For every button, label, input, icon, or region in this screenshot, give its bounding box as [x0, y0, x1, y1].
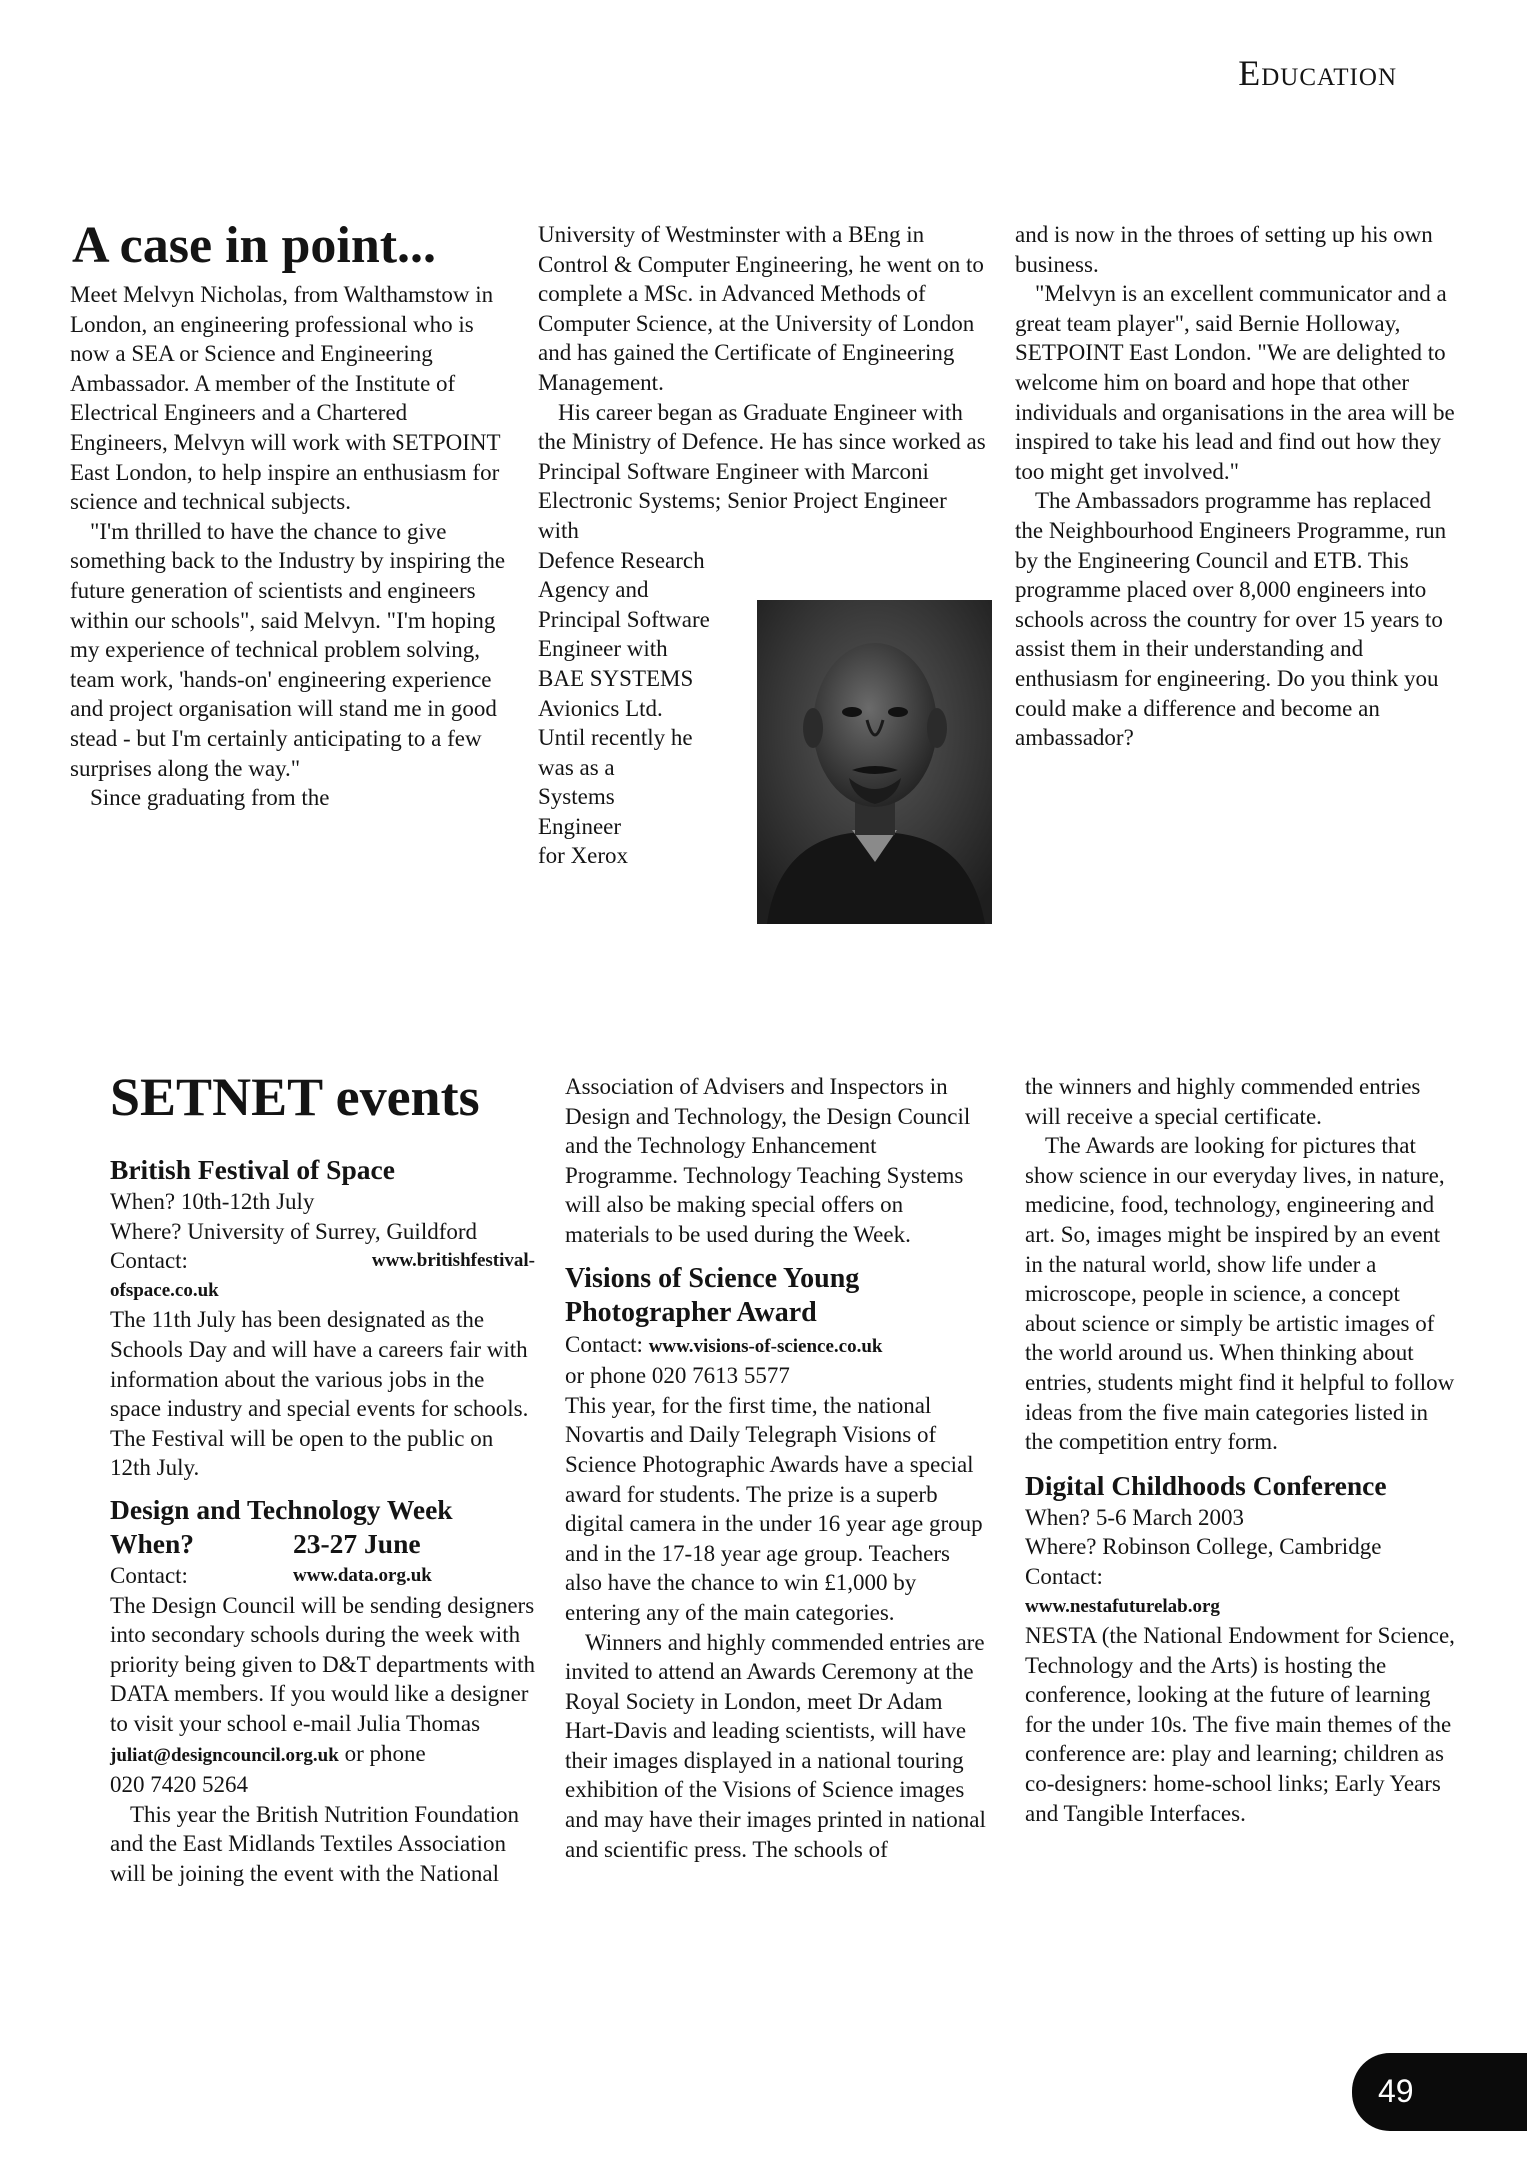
case-wrap-line: was as a [538, 754, 615, 780]
when-label: When? [110, 1527, 195, 1559]
events-column-1 [110, 1153, 535, 1888]
events-column-3 [1025, 1072, 1455, 1828]
events-title: SETNET events [110, 1067, 480, 1127]
case-paragraph: Meet Melvyn Nicholas, from Walthamstow in London, an engineering professional who is now a SEA or Science and Engineering Ambassador. A member of the Institute of Electrical Engineers and a Chartered Engineers, Melvyn will work with SETPOINT East London, to help inspire an enthusiasm for science and technical subjects. [70, 282, 501, 515]
case-paragraph: His career began as Graduate Engineer with the Ministry of Defence. He has since worked as Principal Software Engineer with Marconi Electronic Systems; Senior Project Engineer with [538, 399, 986, 543]
event-body: The Awards are looking for pictures that show science in our everyday lives, in nature, medicine, food, technology, engineering and art. So, images might be inspired by an event in the natural world, show life under a microscope, people in science, a concept about science or simply be artistic images of the world around us. When thinking about entries, students might find it helpful to follow ideas from the five main categories listed in the competition entry form. [1025, 1133, 1455, 1455]
case-paragraph: "I'm thrilled to have the chance to give something back to the Industry by inspiring the future generation of scientists and engineers within our schools", said Melvyn. "I'm hoping my experience of technical problem solving, team work, 'hands-on' engineering experience and project organisation will stand me in good stead - but I'm certainly anticipating to a few surprises along the way." [70, 518, 506, 781]
event-when: When? 5-6 March 2003 [1025, 1504, 1245, 1530]
case-paragraph: Since graduating from the [90, 785, 330, 811]
events-column-2 [565, 1072, 990, 1864]
case-wrap-line: Avionics Ltd. [538, 695, 663, 721]
case-wrap-line: Until recently he [538, 725, 693, 751]
event-phone: or phone 020 7613 5577 [565, 1363, 790, 1389]
portrait-illustration [757, 600, 992, 924]
case-paragraph: University of Westminster with a BEng in Control & Computer Engineering, he went on to complete a MSc. in Advanced Methods of Computer Science, at the University of London and has gained the Certificate of Engineering Management. [538, 222, 984, 395]
event-body: the winners and highly commended entries will receive a special certificate. [1025, 1074, 1421, 1129]
contact-label: Contact: [110, 1562, 188, 1588]
event-title-dt: Design and Technology Week [110, 1493, 453, 1525]
case-title: A case in point... [72, 217, 437, 274]
case-wrap-line: BAE SYSTEMS [538, 665, 694, 691]
case-paragraph: "Melvyn is an excellent communicator and a great team player", said Bernie Holloway, SETPOINT East London. "We are delighted to welcome him on board and hope that other individuals and organisations in the area will be inspired to take his lead and find out how they too might get involved." [1015, 281, 1455, 484]
contact-email[interactable]: juliat@designcouncil.org.uk [110, 1744, 339, 1766]
event-body: Association of Advisers and Inspectors in Design and Technology, the Design Council and the Technology Enhancement Programme. Technology Teaching Systems will also be making special offers on materials to be used during the Week. [565, 1074, 971, 1247]
portrait-photo [757, 600, 992, 924]
event-contact [110, 1246, 535, 1276]
event-title-digital: Digital Childhoods Conference [1025, 1469, 1387, 1501]
section-label: Education [1238, 53, 1397, 93]
contact-url[interactable]: www.data.org.uk [293, 1564, 432, 1586]
event-where: Where? Robinson College, Cambridge [1025, 1534, 1382, 1560]
event-body: This year the British Nutrition Foundation and the East Midlands Textiles Association will be joining the event with the National [110, 1801, 520, 1886]
event-contact [110, 1561, 535, 1591]
event-title-space: British Festival of Space [110, 1154, 395, 1185]
case-column-3 [1015, 220, 1455, 753]
case-wrap-line: for Xerox [538, 843, 629, 869]
case-paragraph: and is now in the throes of setting up his own business. [1015, 222, 1433, 277]
contact-url[interactable]: www.nestafuturelab.org [1025, 1595, 1220, 1617]
contact-label: Contact: [565, 1331, 649, 1357]
case-wrap-line: Engineer with [538, 636, 668, 662]
case-wrap-line: Agency and [538, 577, 649, 603]
contact-label: Contact: [110, 1248, 188, 1274]
when-value: 23-27 June [293, 1527, 421, 1559]
event-contact [565, 1330, 990, 1362]
event-email-line [110, 1739, 535, 1771]
contact-url-continued[interactable]: ofspace.co.uk [110, 1279, 219, 1301]
case-wrap-line: Systems [538, 784, 615, 810]
email-tail: or phone [338, 1740, 426, 1766]
case-wrap-line: Engineer [538, 813, 622, 839]
event-title-vos: Visions of Science Young Photographer Award [565, 1262, 860, 1328]
event-body: Winners and highly commended entries are invited to attend an Awards Ceremony at the Royal Society in London, meet Dr Adam Hart-Davis and leading scientists, will have their images displayed in a national touring exhibition of the Visions of Science images and may have their images printed in national and scientific press. The schools of [565, 1629, 986, 1862]
contact-url[interactable]: www.visions-of-science.co.uk [648, 1335, 883, 1357]
case-wrap-line: Principal Software [538, 606, 710, 632]
contact-label: Contact: [1025, 1563, 1103, 1589]
event-when: When? 10th-12th July [110, 1189, 315, 1214]
case-paragraph: The Ambassadors programme has replaced the Neighbourhood Engineers Programme, run by the Engineering Council and ETB. This programme placed over 8,000 engineers into schools across the country for over 15 years to assist them in their understanding and enthusiasm for engineering. Do you think you could make a difference and become an ambassador? [1015, 488, 1447, 751]
event-where: Where? University of Surrey, Guildford [110, 1218, 478, 1244]
event-body: NESTA (the National Endowment for Science, Technology and the Arts) is hosting the conference, looking at the future of learning for the under 10s. The five main themes of the conference are: play and learning; children as co-designers: home-school links; Early Years and Tangible Interfaces. [1025, 1623, 1455, 1826]
case-column-1 [70, 280, 510, 813]
event-body: The 11th July has been designated as the Schools Day and will have a careers fair with information about the various jobs in the space industry and special events for schools. The Festival will be open to the public on 12th July. [110, 1307, 529, 1481]
event-when-dt [110, 1527, 535, 1561]
event-body: The Design Council will be sending designers into secondary schools during the week with priority being given to D&T departments with DATA members. If you would like a designer to visit your school e-mail Julia Thomas [110, 1592, 536, 1736]
contact-url[interactable]: www.britishfestival- [371, 1250, 535, 1272]
page-number-badge [1352, 2053, 1527, 2131]
event-phone: 020 7420 5264 [110, 1772, 248, 1798]
case-wrap-line: Defence Research [538, 547, 705, 573]
event-body: This year, for the first time, the national Novartis and Daily Telegraph Visions of Science Photographic Awards have a special award for students. The prize is a superb digital camera in the under 16 year age group and in the 17-18 year age group. Teachers also have the chance to win £1,000 by entering any of the main categories. [565, 1392, 983, 1625]
page-number: 49 [1378, 2073, 1414, 2109]
